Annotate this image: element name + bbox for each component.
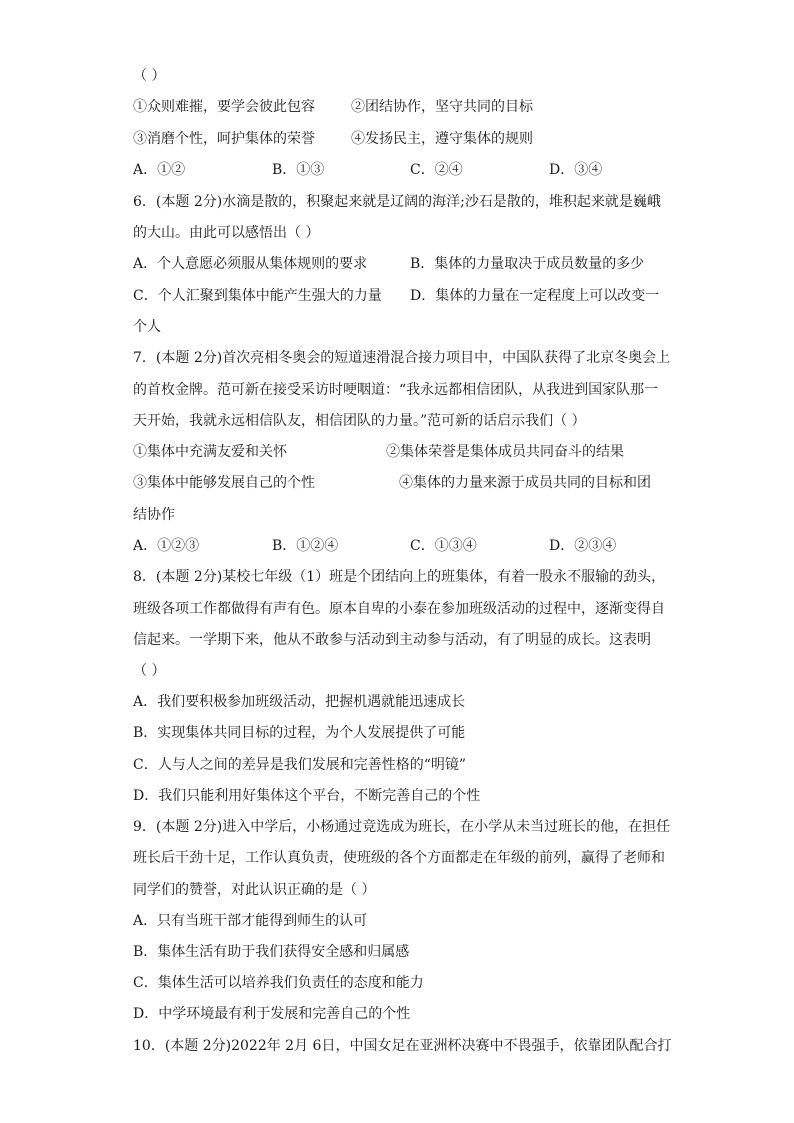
q6-stem-line-2: 的大山。由此可以感悟出（ ） <box>133 225 320 241</box>
q6-option-row-1 <box>133 254 673 274</box>
q5-options <box>133 160 673 180</box>
q8-option-a: A．我们要积极参加班级活动，把握机遇就能迅速成长 <box>133 694 466 710</box>
q8-stem-line-3: 信起来。一学期下来，他从不敢参与活动到主动参与活动，有了明显的成长。这表明 <box>133 632 651 648</box>
q5-option-d: D．③④ <box>549 162 603 178</box>
q9-option-c: C．集体生活可以培养我们负责任的态度和能力 <box>133 975 424 991</box>
q7-option-a: A．①②③ <box>133 538 200 554</box>
q5-choice-2: ②团结协作，坚守共同的目标 <box>351 99 533 115</box>
q7-option-c: C．①③④ <box>410 538 477 554</box>
q7-choice-row-2 <box>133 473 673 493</box>
q9-stem-line-1: 9．(本题 2分)进入中学后，小杨通过竞选成为班长，在小学从未当过班长的他，在担任 <box>133 819 671 835</box>
q7-choice-1: ①集体中充满友爱和关怀 <box>133 444 287 460</box>
q6-option-row-2 <box>133 286 673 306</box>
q7-option-b: B．①②④ <box>272 538 339 554</box>
q5-choice-4: ④发扬民主，遵守集体的规则 <box>351 131 533 147</box>
q6-option-c: C．个人汇聚到集体中能产生强大的力量 <box>133 288 382 304</box>
q9-stem-line-3: 同学们的赞誉，对此认识正确的是（ ） <box>133 882 376 898</box>
q9-option-b: B．集体生活有助于我们获得安全感和归属感 <box>133 944 410 960</box>
q7-choice-row-1 <box>133 442 673 462</box>
q7-choice-4-continued: 结协作 <box>133 507 175 523</box>
q7-choice-2: ②集体荣誉是集体成员共同奋斗的结果 <box>386 444 624 460</box>
q8-stem-line-1: 8．(本题 2分)某校七年级（1）班是个团结向上的班集体，有着一股永不服输的劲头， <box>133 569 666 585</box>
q7-options <box>133 536 673 556</box>
q9-option-d: D．中学环境最有利于发展和完善自己的个性 <box>133 1006 411 1022</box>
q5-answer-paren: （ ） <box>133 68 166 84</box>
q7-stem-line-2: 的首枚金牌。范可新在接受采访时哽咽道：“我永远都相信团队，从我进到国家队那一 <box>133 382 659 398</box>
q9-option-a: A．只有当班干部才能得到师生的认可 <box>133 913 368 929</box>
q10-stem-line-1: 10．(本题 2分)2022年 2月 6日，中国女足在亚洲杯决赛中不畏强手，依靠团队配合打 <box>133 1038 672 1054</box>
q5-choice-3: ③消磨个性，呵护集体的荣誉 <box>133 131 315 147</box>
q5-option-c: C．②④ <box>410 162 463 178</box>
q7-choice-3: ③集体中能够发展自己的个性 <box>133 475 315 491</box>
q6-option-b: B．集体的力量取决于成员数量的多少 <box>410 256 645 272</box>
q8-answer-paren: （ ） <box>133 663 166 679</box>
q7-option-d: D．②③④ <box>549 538 617 554</box>
q6-option-a: A．个人意愿必须服从集体规则的要求 <box>133 256 368 272</box>
q8-option-b: B．实现集体共同目标的过程，为个人发展提供了可能 <box>133 725 466 741</box>
q6-option-d-continued: 个人 <box>133 319 161 335</box>
q5-option-b: B．①③ <box>272 162 325 178</box>
q8-option-d: D．我们只能利用好集体这个平台，不断完善自己的个性 <box>133 788 481 804</box>
q5-choice-row-2 <box>133 129 673 149</box>
q5-choice-row-1 <box>133 97 673 117</box>
q7-choice-4: ④集体的力量来源于成员共同的目标和团 <box>399 475 651 491</box>
q7-stem-line-3: 天开始，我就永远相信队友，相信团队的力量。”范可新的话启示我们（ ） <box>133 413 586 429</box>
q6-stem-line-1: 6．(本题 2分)水滴是散的，积聚起来就是辽阔的海洋;沙石是散的，堆积起来就是巍峨 <box>133 194 661 210</box>
q7-stem-line-1: 7．(本题 2分)首次亮相冬奥会的短道速滑混合接力项目中，中国队获得了北京冬奥会上 <box>133 350 671 366</box>
q8-stem-line-2: 班级各项工作都做得有声有色。原本自卑的小泰在参加班级活动的过程中，逐渐变得自 <box>133 601 665 617</box>
q9-stem-line-2: 班长后干劲十足，工作认真负责，使班级的各个方面都走在年级的前列，赢得了老师和 <box>133 850 665 866</box>
q6-option-d: D．集体的力量在一定程度上可以改变一 <box>410 288 660 304</box>
q8-option-c: C．人与人之间的差异是我们发展和完善性格的“明镜” <box>133 757 467 773</box>
q5-choice-1: ①众则难摧，要学会彼此包容 <box>133 99 315 115</box>
q5-option-a: A．①② <box>133 162 186 178</box>
